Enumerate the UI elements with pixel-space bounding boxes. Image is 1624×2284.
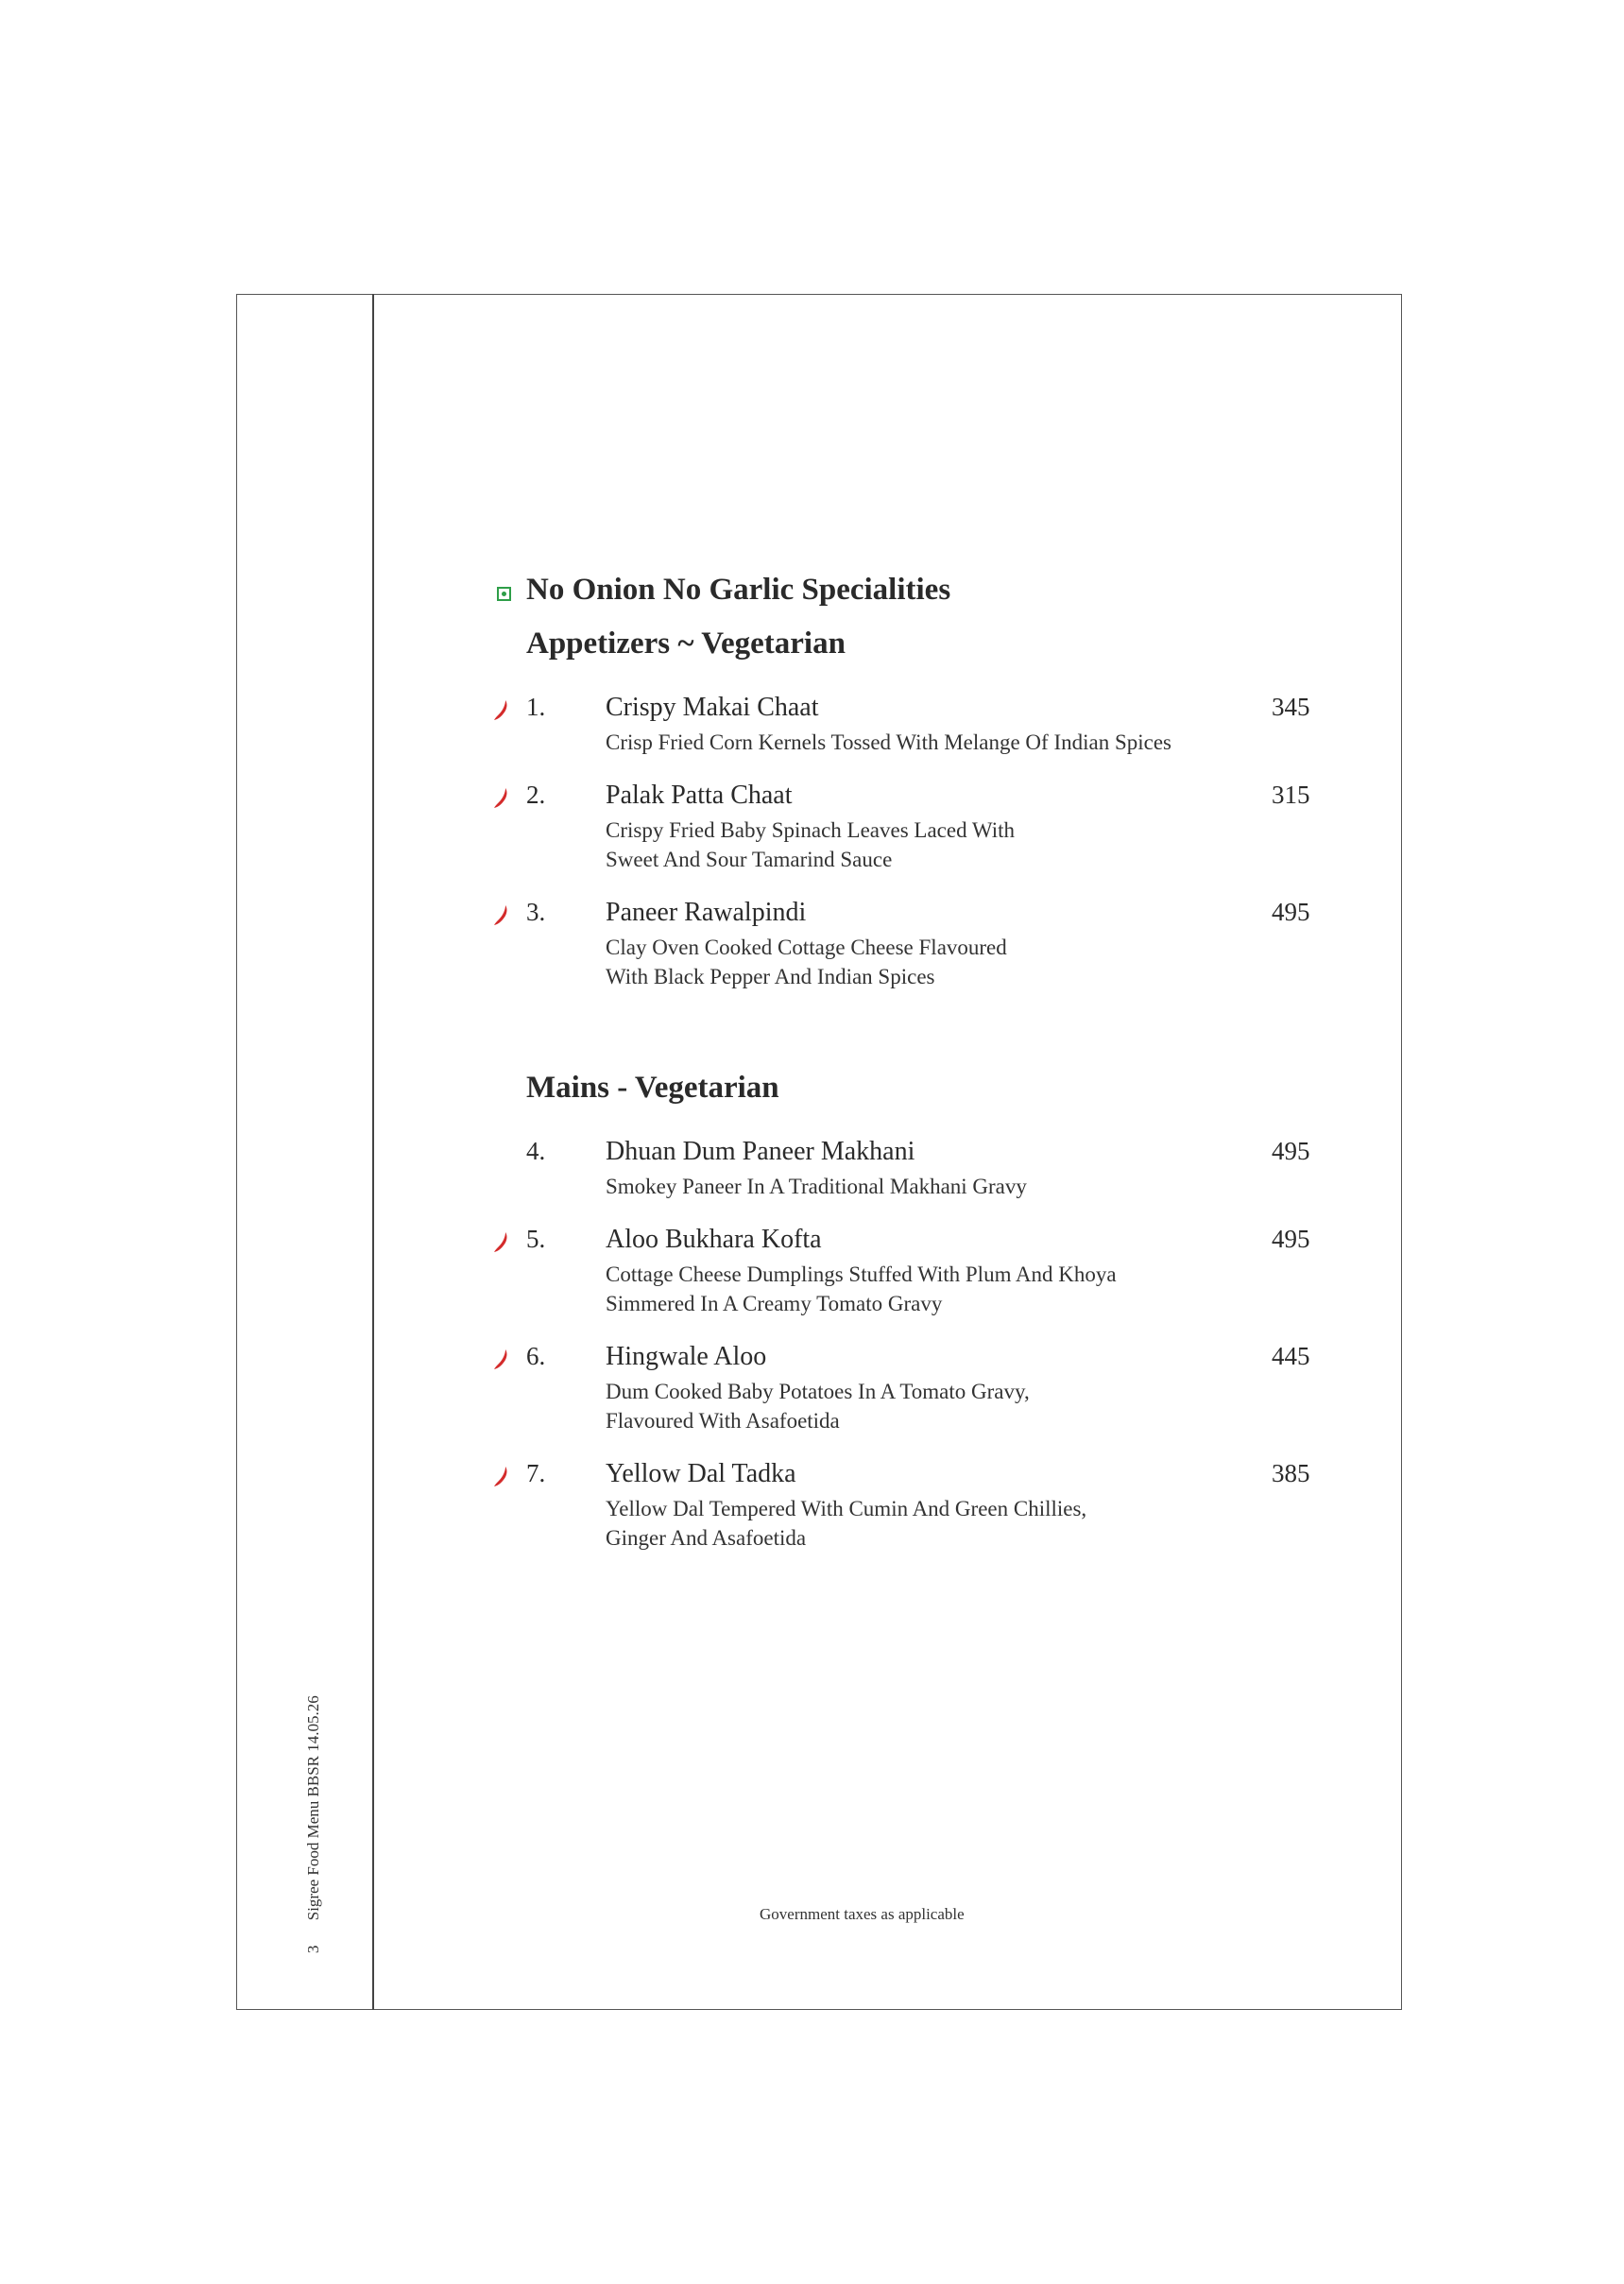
item-description	[606, 1377, 1030, 1435]
appetizers-heading: Appetizers ~ Vegetarian	[526, 627, 846, 661]
item-name: Paneer Rawalpindi	[606, 898, 807, 927]
item-price: 315	[1272, 781, 1310, 809]
item-price: 495	[1272, 1225, 1310, 1253]
chilli-icon	[491, 698, 510, 723]
item-description	[606, 816, 1015, 874]
veg-symbol-icon	[497, 587, 511, 601]
item-name: Dhuan Dum Paneer Makhani	[606, 1137, 915, 1166]
chilli-icon	[491, 1230, 510, 1255]
description-line: Yellow Dal Tempered With Cumin And Green Chillies,	[606, 1497, 1087, 1520]
item-price: 495	[1272, 1137, 1310, 1165]
description-line: Dum Cooked Baby Potatoes In A Tomato Gravy,	[606, 1380, 1030, 1403]
item-description	[606, 933, 1007, 991]
description-line: Cottage Cheese Dumplings Stuffed With Plum And Khoya	[606, 1262, 1117, 1286]
tax-note: Government taxes as applicable	[760, 1905, 965, 1923]
item-number: 1.	[526, 693, 546, 721]
item-number: 7.	[526, 1459, 546, 1487]
description-line: Crispy Fried Baby Spinach Leaves Laced With	[606, 818, 1015, 842]
description-line: Flavoured With Asafoetida	[606, 1409, 840, 1433]
item-number: 4.	[526, 1137, 546, 1165]
item-description	[606, 1260, 1117, 1318]
description-line: Clay Oven Cooked Cottage Cheese Flavoured	[606, 936, 1007, 959]
item-price: 345	[1272, 693, 1310, 721]
item-price: 445	[1272, 1342, 1310, 1370]
description-line: Simmered In A Creamy Tomato Gravy	[606, 1292, 943, 1315]
menu-version-label: Sigree Food Menu BBSR 14.05.26	[304, 1695, 322, 1921]
description-line: Sweet And Sour Tamarind Sauce	[606, 848, 893, 871]
item-name: Aloo Bukhara Kofta	[606, 1225, 822, 1254]
item-description	[606, 1172, 1027, 1201]
item-price: 495	[1272, 898, 1310, 926]
item-name: Hingwale Aloo	[606, 1342, 767, 1371]
item-name: Palak Patta Chaat	[606, 781, 793, 810]
chilli-icon	[491, 786, 510, 811]
description-line: Ginger And Asafoetida	[606, 1526, 807, 1550]
item-number: 6.	[526, 1342, 546, 1370]
item-description	[606, 728, 1171, 757]
item-description	[606, 1494, 1086, 1553]
description-line: Crisp Fried Corn Kernels Tossed With Melange Of Indian Spices	[606, 730, 1171, 754]
mains-heading: Mains - Vegetarian	[526, 1071, 779, 1105]
chilli-icon	[491, 1465, 510, 1489]
description-line: Smokey Paneer In A Traditional Makhani Gravy	[606, 1175, 1027, 1198]
description-line: With Black Pepper And Indian Spices	[606, 965, 935, 988]
chilli-icon	[491, 903, 510, 928]
item-name: Crispy Makai Chaat	[606, 693, 819, 722]
section-title: No Onion No Garlic Specialities	[526, 573, 951, 607]
item-number: 5.	[526, 1225, 546, 1253]
page-number: 3	[304, 1945, 322, 1953]
item-number: 2.	[526, 781, 546, 809]
item-name: Yellow Dal Tadka	[606, 1459, 796, 1488]
chilli-icon	[491, 1348, 510, 1372]
item-price: 385	[1272, 1459, 1310, 1487]
item-number: 3.	[526, 898, 546, 926]
side-note	[304, 1695, 323, 1953]
margin-rule	[372, 294, 374, 2010]
